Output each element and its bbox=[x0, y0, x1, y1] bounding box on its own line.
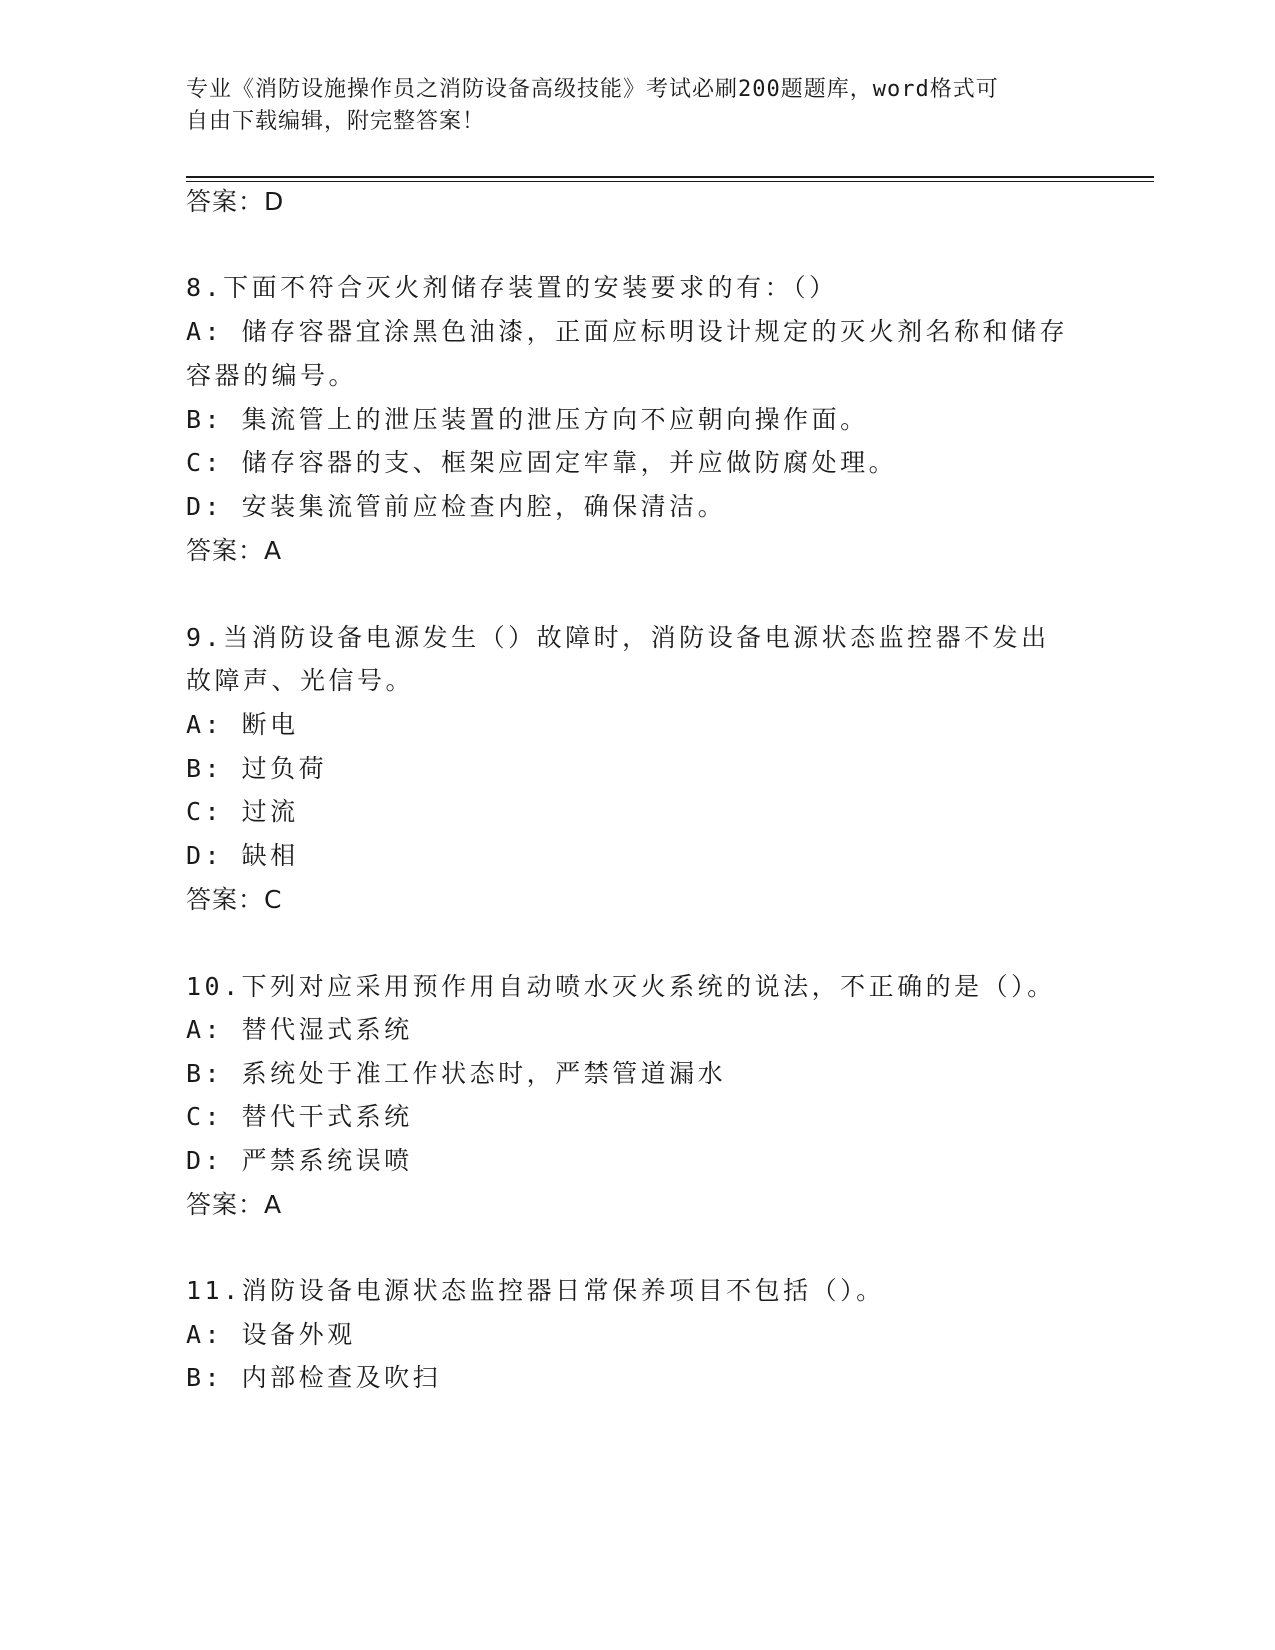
header-line-2: 自由下载编辑，附完整答案！ bbox=[186, 109, 486, 134]
question-9-answer: 答案：C bbox=[186, 885, 283, 914]
question-9-option-d: D: 缺相 bbox=[186, 841, 299, 870]
question-11-option-b: B: 内部检查及吹扫 bbox=[186, 1363, 442, 1392]
question-10-answer: 答案：A bbox=[186, 1190, 283, 1219]
question-10-option-b: B: 系统处于准工作状态时，严禁管道漏水 bbox=[186, 1059, 727, 1088]
document-header bbox=[186, 74, 1066, 138]
question-9-stem-cont: 故障声、光信号。 bbox=[186, 666, 415, 695]
previous-answer: 答案：D bbox=[186, 187, 285, 216]
header-divider-thick bbox=[186, 176, 1154, 178]
question-8-option-d: D: 安装集流管前应检查内腔，确保清洁。 bbox=[186, 492, 727, 521]
question-10-option-d: D: 严禁系统误喷 bbox=[186, 1146, 413, 1175]
question-8-option-a: A: 储存容器宜涂黑色油漆，正面应标明设计规定的灭火剂名称和储存 bbox=[186, 317, 1069, 346]
question-11-option-a: A: 设备外观 bbox=[186, 1320, 356, 1349]
question-8-option-b: B: 集流管上的泄压装置的泄压方向不应朝向操作面。 bbox=[186, 405, 869, 434]
question-9-option-b: B: 过负荷 bbox=[186, 754, 328, 783]
question-8-option-c: C: 储存容器的支、框架应固定牢靠，并应做防腐处理。 bbox=[186, 448, 898, 477]
question-8-option-a-cont: 容器的编号。 bbox=[186, 361, 358, 390]
question-8-answer: 答案：A bbox=[186, 536, 283, 565]
question-9-option-a: A: 断电 bbox=[186, 710, 299, 739]
question-10-stem: 10.下列对应采用预作用自动喷水灭火系统的说法，不正确的是（）。 bbox=[186, 972, 1056, 1001]
question-9-option-c: C: 过流 bbox=[186, 797, 299, 826]
header-line-1: 专业《消防设施操作员之消防设备高级技能》考试必刷200题题库，word格式可 bbox=[186, 77, 999, 102]
question-8-stem: 8.下面不符合灭火剂储存装置的安装要求的有：（） bbox=[186, 273, 838, 302]
question-9-stem: 9.当消防设备电源发生（）故障时，消防设备电源状态监控器不发出 bbox=[186, 623, 1050, 652]
header-divider-thin bbox=[186, 181, 1154, 182]
question-10-option-c: C: 替代干式系统 bbox=[186, 1102, 413, 1131]
question-11-stem: 11.消防设备电源状态监控器日常保养项目不包括（）。 bbox=[186, 1276, 885, 1305]
question-10-option-a: A: 替代湿式系统 bbox=[186, 1015, 413, 1044]
